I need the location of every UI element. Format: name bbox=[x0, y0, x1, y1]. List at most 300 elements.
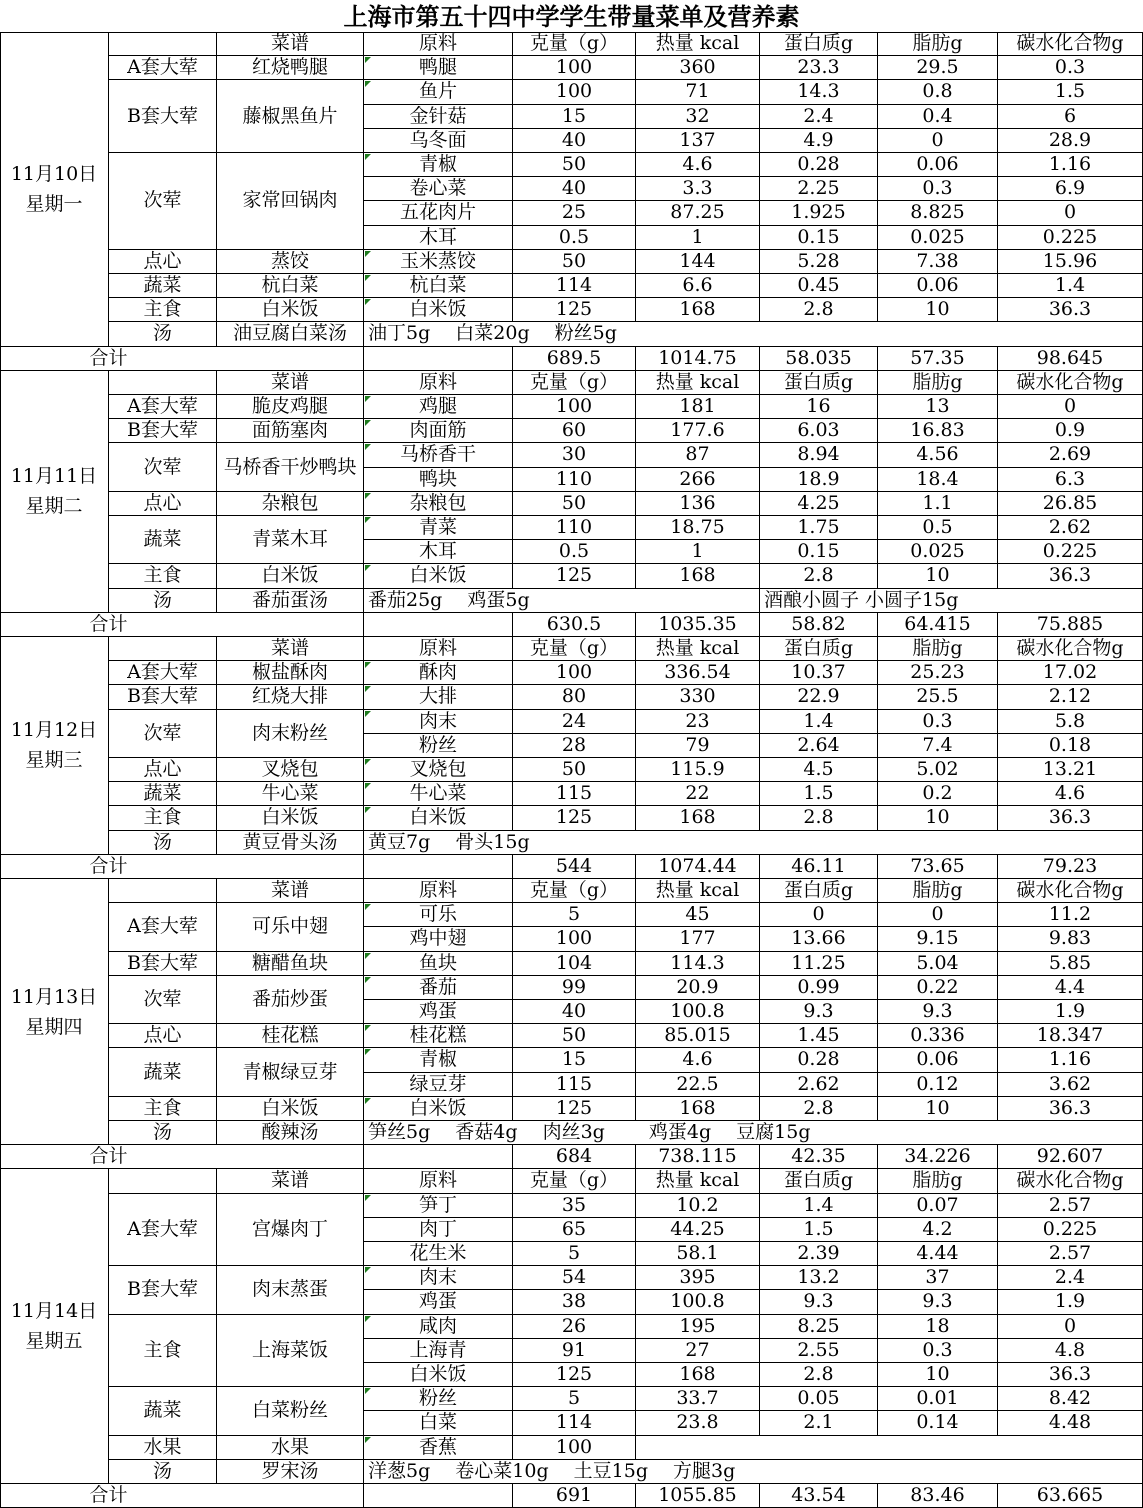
ingredient-cell: 卷心菜 bbox=[364, 177, 513, 201]
total-value: 64.415 bbox=[878, 613, 998, 637]
value-cell: 91 bbox=[513, 1339, 636, 1363]
ingredient-cell: 青椒 bbox=[364, 1048, 513, 1072]
value-cell: 0.4 bbox=[878, 105, 998, 129]
ingredient-cell: 笋丁 bbox=[364, 1194, 513, 1218]
day-label bbox=[0, 32, 109, 347]
dish-cell: 肉末蒸蛋 bbox=[217, 1266, 364, 1314]
value-cell: 10 bbox=[878, 1097, 998, 1121]
header-blank bbox=[109, 879, 217, 903]
value-cell: 2.57 bbox=[998, 1194, 1143, 1218]
header-fat: 脂肪g bbox=[878, 1169, 998, 1193]
value-cell: 125 bbox=[513, 298, 636, 322]
total-blank bbox=[217, 855, 364, 879]
value-cell: 100 bbox=[513, 927, 636, 951]
total-label: 合计 bbox=[0, 613, 217, 637]
soup-ingredients: 番茄25g 鸡蛋5g bbox=[364, 589, 760, 613]
value-cell: 177.6 bbox=[636, 419, 760, 443]
value-cell: 40 bbox=[513, 177, 636, 201]
value-cell: 136 bbox=[636, 492, 760, 516]
value-cell: 137 bbox=[636, 129, 760, 153]
value-cell: 24 bbox=[513, 710, 636, 734]
soup-dish: 油豆腐白菜汤 bbox=[217, 322, 364, 346]
value-cell: 7.38 bbox=[878, 250, 998, 274]
ingredient-cell: 玉米蒸饺 bbox=[364, 250, 513, 274]
value-cell: 23 bbox=[636, 710, 760, 734]
value-cell: 104 bbox=[513, 952, 636, 976]
category-cell: 蔬菜 bbox=[109, 782, 217, 806]
dish-cell: 杂粮包 bbox=[217, 492, 364, 516]
value-cell: 1.16 bbox=[998, 1048, 1143, 1072]
dish-cell: 椒盐酥肉 bbox=[217, 661, 364, 685]
dish-cell: 白菜粉丝 bbox=[217, 1387, 364, 1435]
value-cell: 79 bbox=[636, 734, 760, 758]
ingredient-cell: 绿豆芽 bbox=[364, 1073, 513, 1097]
value-cell: 6.9 bbox=[998, 177, 1143, 201]
value-cell: 0.5 bbox=[878, 516, 998, 540]
category-cell: B套大荤 bbox=[109, 419, 217, 443]
header-fat: 脂肪g bbox=[878, 371, 998, 395]
category-cell: 点心 bbox=[109, 250, 217, 274]
total-value: 63.665 bbox=[998, 1484, 1143, 1508]
value-cell: 4.25 bbox=[760, 492, 878, 516]
ingredient-cell: 白米饭 bbox=[364, 1097, 513, 1121]
total-value: 684 bbox=[513, 1145, 636, 1169]
value-cell: 100 bbox=[513, 661, 636, 685]
value-cell: 0.18 bbox=[998, 734, 1143, 758]
soup-label: 汤 bbox=[109, 589, 217, 613]
header-protein: 蛋白质g bbox=[760, 1169, 878, 1193]
value-cell: 125 bbox=[513, 1363, 636, 1387]
value-cell: 4.48 bbox=[998, 1411, 1143, 1435]
value-cell: 36.3 bbox=[998, 298, 1143, 322]
value-cell: 0.025 bbox=[878, 540, 998, 564]
dish-cell: 青椒绿豆芽 bbox=[217, 1048, 364, 1096]
value-cell: 100 bbox=[513, 56, 636, 80]
value-cell: 0 bbox=[998, 395, 1143, 419]
dish-cell: 藤椒黑鱼片 bbox=[217, 80, 364, 153]
value-cell: 1.9 bbox=[998, 1000, 1143, 1024]
value-cell: 2.8 bbox=[760, 806, 878, 830]
value-cell: 14.3 bbox=[760, 80, 878, 104]
header-ingredient: 原料 bbox=[364, 879, 513, 903]
dish-cell: 叉烧包 bbox=[217, 758, 364, 782]
ingredient-cell: 鸡腿 bbox=[364, 395, 513, 419]
value-cell: 0.5 bbox=[513, 540, 636, 564]
value-cell: 0.336 bbox=[878, 1024, 998, 1048]
value-cell: 25.5 bbox=[878, 685, 998, 709]
weekday-label: 星期四 bbox=[25, 1015, 83, 1038]
value-cell: 4.56 bbox=[878, 443, 998, 467]
ingredient-cell: 大排 bbox=[364, 685, 513, 709]
value-cell: 0.3 bbox=[878, 1339, 998, 1363]
ingredient-cell: 酥肉 bbox=[364, 661, 513, 685]
total-label: 合计 bbox=[0, 1484, 217, 1508]
ingredient-cell: 杂粮包 bbox=[364, 492, 513, 516]
dish-cell: 蒸饺 bbox=[217, 250, 364, 274]
dish-cell: 红烧鸭腿 bbox=[217, 56, 364, 80]
menu-table bbox=[0, 32, 1143, 1508]
value-cell: 18.9 bbox=[760, 468, 878, 492]
value-cell: 23.3 bbox=[760, 56, 878, 80]
category-cell: 主食 bbox=[109, 1315, 217, 1388]
value-cell: 177 bbox=[636, 927, 760, 951]
header-carbs: 碳水化合物g bbox=[998, 879, 1143, 903]
category-cell: A套大荤 bbox=[109, 56, 217, 80]
value-cell: 15 bbox=[513, 105, 636, 129]
value-cell: 35 bbox=[513, 1194, 636, 1218]
value-cell: 2.8 bbox=[760, 564, 878, 588]
value-cell: 4.9 bbox=[760, 129, 878, 153]
value-cell: 40 bbox=[513, 129, 636, 153]
value-cell: 1.9 bbox=[998, 1290, 1143, 1314]
value-cell: 50 bbox=[513, 492, 636, 516]
value-cell: 115.9 bbox=[636, 758, 760, 782]
header-calories: 热量 kcal bbox=[636, 371, 760, 395]
value-cell: 1 bbox=[636, 540, 760, 564]
total-blank bbox=[364, 855, 513, 879]
total-value: 79.23 bbox=[998, 855, 1143, 879]
dish-cell: 杭白菜 bbox=[217, 274, 364, 298]
value-cell: 100.8 bbox=[636, 1290, 760, 1314]
value-cell: 6.03 bbox=[760, 419, 878, 443]
value-cell: 114 bbox=[513, 1411, 636, 1435]
value-cell: 9.3 bbox=[878, 1000, 998, 1024]
value-cell: 25 bbox=[513, 201, 636, 225]
category-cell: 主食 bbox=[109, 298, 217, 322]
value-cell: 2.64 bbox=[760, 734, 878, 758]
value-cell: 9.3 bbox=[760, 1000, 878, 1024]
value-cell: 71 bbox=[636, 80, 760, 104]
value-cell: 18.75 bbox=[636, 516, 760, 540]
value-cell: 4.6 bbox=[998, 782, 1143, 806]
weekday-label: 星期一 bbox=[25, 192, 83, 215]
value-cell: 13.21 bbox=[998, 758, 1143, 782]
value-cell: 0.05 bbox=[760, 1387, 878, 1411]
ingredient-cell: 鱼块 bbox=[364, 952, 513, 976]
value-cell: 9.15 bbox=[878, 927, 998, 951]
value-cell: 1.5 bbox=[760, 782, 878, 806]
value-cell: 8.825 bbox=[878, 201, 998, 225]
value-cell: 54 bbox=[513, 1266, 636, 1290]
category-cell: 次荤 bbox=[109, 976, 217, 1024]
dish-cell: 牛心菜 bbox=[217, 782, 364, 806]
header-protein: 蛋白质g bbox=[760, 371, 878, 395]
value-cell: 2.62 bbox=[998, 516, 1143, 540]
value-cell: 36.3 bbox=[998, 564, 1143, 588]
value-cell: 336.54 bbox=[636, 661, 760, 685]
header-protein: 蛋白质g bbox=[760, 32, 878, 56]
value-cell: 17.02 bbox=[998, 661, 1143, 685]
total-value: 544 bbox=[513, 855, 636, 879]
ingredient-cell: 乌冬面 bbox=[364, 129, 513, 153]
value-cell bbox=[998, 1436, 1143, 1460]
value-cell: 4.6 bbox=[636, 1048, 760, 1072]
total-value: 42.35 bbox=[760, 1145, 878, 1169]
category-cell: 次荤 bbox=[109, 153, 217, 250]
header-grams: 克量（g） bbox=[513, 879, 636, 903]
value-cell: 18.4 bbox=[878, 468, 998, 492]
total-value: 58.82 bbox=[760, 613, 878, 637]
header-calories: 热量 kcal bbox=[636, 637, 760, 661]
header-ingredient: 原料 bbox=[364, 371, 513, 395]
total-label: 合计 bbox=[0, 347, 217, 371]
value-cell: 0.3 bbox=[878, 177, 998, 201]
value-cell: 8.42 bbox=[998, 1387, 1143, 1411]
value-cell: 36.3 bbox=[998, 1097, 1143, 1121]
dish-cell: 水果 bbox=[217, 1436, 364, 1460]
total-value: 46.11 bbox=[760, 855, 878, 879]
value-cell: 0.01 bbox=[878, 1387, 998, 1411]
soup-ingredients: 油丁5g 白菜20g 粉丝5g bbox=[364, 322, 1143, 346]
value-cell bbox=[878, 1436, 998, 1460]
soup-dish: 黄豆骨头汤 bbox=[217, 831, 364, 855]
total-value: 1074.44 bbox=[636, 855, 760, 879]
value-cell: 0.22 bbox=[878, 976, 998, 1000]
value-cell: 168 bbox=[636, 1363, 760, 1387]
soup-ingredients: 黄豆7g 骨头15g bbox=[364, 831, 1143, 855]
value-cell: 0.3 bbox=[998, 56, 1143, 80]
category-cell: 点心 bbox=[109, 758, 217, 782]
value-cell: 6.6 bbox=[636, 274, 760, 298]
value-cell: 1.16 bbox=[998, 153, 1143, 177]
header-grams: 克量（g） bbox=[513, 32, 636, 56]
header-carbs: 碳水化合物g bbox=[998, 1169, 1143, 1193]
value-cell: 29.5 bbox=[878, 56, 998, 80]
value-cell: 2.1 bbox=[760, 1411, 878, 1435]
total-value: 43.54 bbox=[760, 1484, 878, 1508]
value-cell: 13.2 bbox=[760, 1266, 878, 1290]
category-cell: B套大荤 bbox=[109, 80, 217, 153]
ingredient-cell: 粉丝 bbox=[364, 1387, 513, 1411]
total-value: 83.46 bbox=[878, 1484, 998, 1508]
value-cell: 0.225 bbox=[998, 1218, 1143, 1242]
value-cell: 168 bbox=[636, 564, 760, 588]
category-cell: 蔬菜 bbox=[109, 1387, 217, 1435]
ingredient-cell: 马桥香干 bbox=[364, 443, 513, 467]
date-label: 11月12日 bbox=[10, 719, 98, 742]
dish-cell: 桂花糕 bbox=[217, 1024, 364, 1048]
value-cell: 115 bbox=[513, 782, 636, 806]
total-value: 58.035 bbox=[760, 347, 878, 371]
ingredient-cell: 白米饭 bbox=[364, 806, 513, 830]
dish-cell: 番茄炒蛋 bbox=[217, 976, 364, 1024]
value-cell: 125 bbox=[513, 564, 636, 588]
header-grams: 克量（g） bbox=[513, 371, 636, 395]
category-cell: 点心 bbox=[109, 492, 217, 516]
value-cell: 2.39 bbox=[760, 1242, 878, 1266]
header-protein: 蛋白质g bbox=[760, 879, 878, 903]
total-blank bbox=[217, 613, 364, 637]
value-cell: 5.04 bbox=[878, 952, 998, 976]
value-cell: 50 bbox=[513, 153, 636, 177]
value-cell bbox=[760, 1436, 878, 1460]
value-cell: 6 bbox=[998, 105, 1143, 129]
value-cell: 0.5 bbox=[513, 226, 636, 250]
header-protein: 蛋白质g bbox=[760, 637, 878, 661]
value-cell: 0 bbox=[998, 201, 1143, 225]
ingredient-cell: 粉丝 bbox=[364, 734, 513, 758]
total-value: 75.885 bbox=[998, 613, 1143, 637]
header-blank bbox=[109, 637, 217, 661]
total-value: 630.5 bbox=[513, 613, 636, 637]
value-cell: 22.5 bbox=[636, 1073, 760, 1097]
total-value: 92.607 bbox=[998, 1145, 1143, 1169]
day-label bbox=[0, 637, 109, 855]
value-cell: 33.7 bbox=[636, 1387, 760, 1411]
value-cell: 5.8 bbox=[998, 710, 1143, 734]
value-cell: 2.69 bbox=[998, 443, 1143, 467]
value-cell: 1.1 bbox=[878, 492, 998, 516]
value-cell: 1.4 bbox=[760, 1194, 878, 1218]
dish-cell: 家常回锅肉 bbox=[217, 153, 364, 250]
value-cell: 0.28 bbox=[760, 153, 878, 177]
category-cell: A套大荤 bbox=[109, 1194, 217, 1267]
value-cell: 22.9 bbox=[760, 685, 878, 709]
category-cell: 主食 bbox=[109, 806, 217, 830]
ingredient-cell: 香蕉 bbox=[364, 1436, 513, 1460]
value-cell: 0.2 bbox=[878, 782, 998, 806]
dish-cell: 上海菜饭 bbox=[217, 1315, 364, 1388]
total-value: 1035.35 bbox=[636, 613, 760, 637]
value-cell: 360 bbox=[636, 56, 760, 80]
weekday-label: 星期五 bbox=[25, 1330, 83, 1353]
value-cell: 50 bbox=[513, 758, 636, 782]
total-value: 1014.75 bbox=[636, 347, 760, 371]
value-cell: 10 bbox=[878, 298, 998, 322]
header-fat: 脂肪g bbox=[878, 32, 998, 56]
total-blank bbox=[364, 1145, 513, 1169]
total-value: 689.5 bbox=[513, 347, 636, 371]
value-cell: 195 bbox=[636, 1315, 760, 1339]
value-cell: 144 bbox=[636, 250, 760, 274]
dish-cell: 肉末粉丝 bbox=[217, 710, 364, 758]
value-cell: 1.925 bbox=[760, 201, 878, 225]
value-cell: 2.57 bbox=[998, 1242, 1143, 1266]
category-cell: 蔬菜 bbox=[109, 516, 217, 564]
value-cell: 0.07 bbox=[878, 1194, 998, 1218]
ingredient-cell: 白米饭 bbox=[364, 564, 513, 588]
value-cell: 5 bbox=[513, 903, 636, 927]
value-cell: 0.025 bbox=[878, 226, 998, 250]
soup-ingredients: 笋丝5g 香菇4g 肉丝3g 鸡蛋4g 豆腐15g bbox=[364, 1121, 1143, 1145]
day-label bbox=[0, 371, 109, 613]
value-cell: 115 bbox=[513, 1073, 636, 1097]
ingredient-cell: 肉末 bbox=[364, 1266, 513, 1290]
value-cell: 0 bbox=[998, 1315, 1143, 1339]
ingredient-cell: 白米饭 bbox=[364, 298, 513, 322]
value-cell: 1.45 bbox=[760, 1024, 878, 1048]
value-cell: 4.6 bbox=[636, 153, 760, 177]
ingredient-cell: 咸肉 bbox=[364, 1315, 513, 1339]
value-cell: 10.2 bbox=[636, 1194, 760, 1218]
ingredient-cell: 青菜 bbox=[364, 516, 513, 540]
date-label: 11月14日 bbox=[10, 1300, 98, 1323]
value-cell: 2.8 bbox=[760, 1097, 878, 1121]
value-cell: 168 bbox=[636, 298, 760, 322]
value-cell: 2.25 bbox=[760, 177, 878, 201]
weekday-label: 星期二 bbox=[25, 495, 83, 518]
value-cell: 58.1 bbox=[636, 1242, 760, 1266]
ingredient-cell: 牛心菜 bbox=[364, 782, 513, 806]
value-cell: 11.2 bbox=[998, 903, 1143, 927]
value-cell: 18.347 bbox=[998, 1024, 1143, 1048]
value-cell: 15.96 bbox=[998, 250, 1143, 274]
value-cell: 3.3 bbox=[636, 177, 760, 201]
dish-cell: 脆皮鸡腿 bbox=[217, 395, 364, 419]
value-cell: 0 bbox=[878, 129, 998, 153]
value-cell: 1 bbox=[636, 226, 760, 250]
ingredient-cell: 鸡蛋 bbox=[364, 1290, 513, 1314]
category-cell: 蔬菜 bbox=[109, 1048, 217, 1096]
category-cell: 次荤 bbox=[109, 710, 217, 758]
value-cell: 168 bbox=[636, 806, 760, 830]
value-cell: 10 bbox=[878, 1363, 998, 1387]
total-value: 73.65 bbox=[878, 855, 998, 879]
value-cell: 16.83 bbox=[878, 419, 998, 443]
soup-dish: 番茄蛋汤 bbox=[217, 589, 364, 613]
value-cell: 5 bbox=[513, 1387, 636, 1411]
value-cell: 32 bbox=[636, 105, 760, 129]
value-cell: 27 bbox=[636, 1339, 760, 1363]
value-cell: 37 bbox=[878, 1266, 998, 1290]
value-cell: 9.83 bbox=[998, 927, 1143, 951]
ingredient-cell: 肉末 bbox=[364, 710, 513, 734]
value-cell: 13.66 bbox=[760, 927, 878, 951]
value-cell: 10 bbox=[878, 806, 998, 830]
value-cell: 100.8 bbox=[636, 1000, 760, 1024]
value-cell: 20.9 bbox=[636, 976, 760, 1000]
value-cell: 4.2 bbox=[878, 1218, 998, 1242]
soup-label: 汤 bbox=[109, 1121, 217, 1145]
value-cell: 38 bbox=[513, 1290, 636, 1314]
ingredient-cell: 木耳 bbox=[364, 540, 513, 564]
value-cell: 8.25 bbox=[760, 1315, 878, 1339]
value-cell: 114.3 bbox=[636, 952, 760, 976]
header-dish: 菜谱 bbox=[217, 32, 364, 56]
ingredient-cell: 金针菇 bbox=[364, 105, 513, 129]
value-cell: 99 bbox=[513, 976, 636, 1000]
ingredient-cell: 木耳 bbox=[364, 226, 513, 250]
total-blank bbox=[364, 613, 513, 637]
value-cell: 0.225 bbox=[998, 540, 1143, 564]
value-cell: 125 bbox=[513, 806, 636, 830]
value-cell: 0 bbox=[760, 903, 878, 927]
dish-cell: 马桥香干炒鸭块 bbox=[217, 443, 364, 491]
value-cell: 50 bbox=[513, 1024, 636, 1048]
header-calories: 热量 kcal bbox=[636, 32, 760, 56]
value-cell: 2.8 bbox=[760, 1363, 878, 1387]
value-cell: 7.4 bbox=[878, 734, 998, 758]
value-cell: 5.28 bbox=[760, 250, 878, 274]
ingredient-cell: 白菜 bbox=[364, 1411, 513, 1435]
value-cell: 125 bbox=[513, 1097, 636, 1121]
header-ingredient: 原料 bbox=[364, 1169, 513, 1193]
value-cell: 0.9 bbox=[998, 419, 1143, 443]
header-calories: 热量 kcal bbox=[636, 879, 760, 903]
page-title: 上海市第五十四中学学生带量菜单及营养素 bbox=[343, 2, 800, 31]
header-fat: 脂肪g bbox=[878, 637, 998, 661]
value-cell: 85.015 bbox=[636, 1024, 760, 1048]
value-cell: 11.25 bbox=[760, 952, 878, 976]
soup-ingredients: 洋葱5g 卷心菜10g 土豆15g 方腿3g bbox=[364, 1460, 1143, 1484]
value-cell bbox=[636, 1436, 760, 1460]
total-value: 34.226 bbox=[878, 1145, 998, 1169]
category-cell: B套大荤 bbox=[109, 952, 217, 976]
value-cell: 5.02 bbox=[878, 758, 998, 782]
weekday-label: 星期三 bbox=[25, 749, 83, 772]
dish-cell: 宫爆肉丁 bbox=[217, 1194, 364, 1267]
dish-cell: 糖醋鱼块 bbox=[217, 952, 364, 976]
